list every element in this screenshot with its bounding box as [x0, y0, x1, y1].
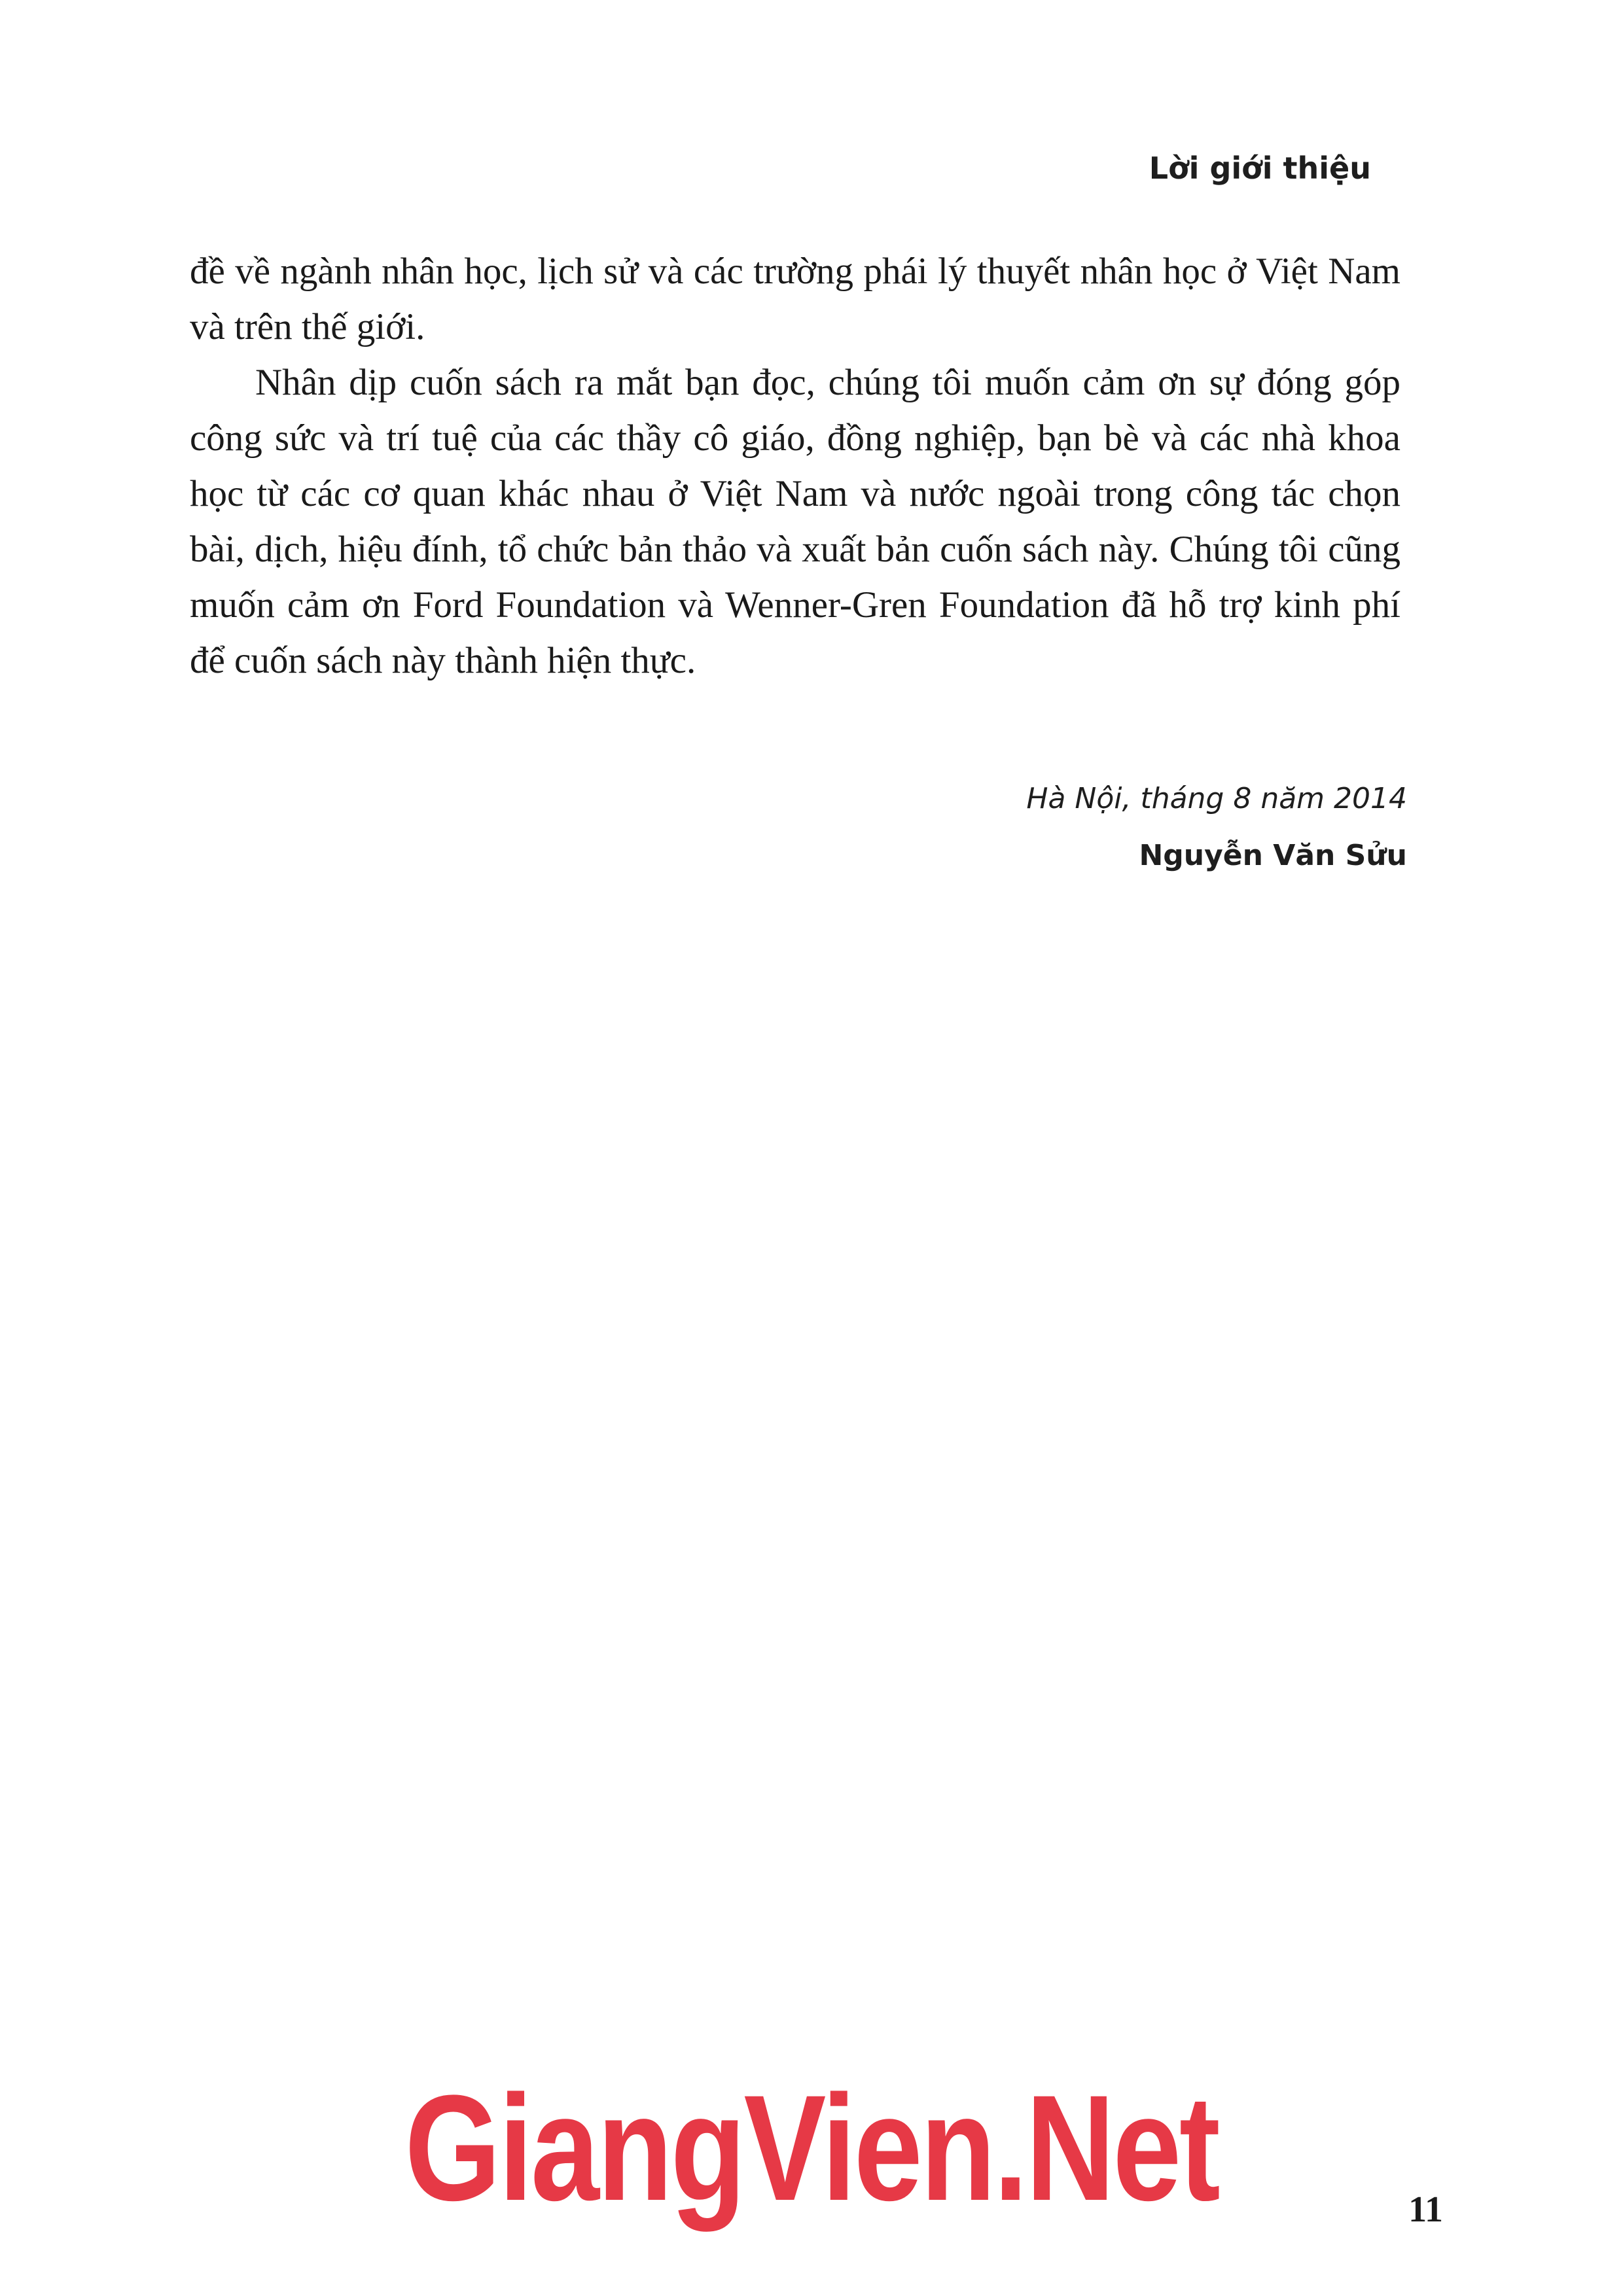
page-number: 11 — [1408, 2189, 1443, 2230]
paragraph-continuation: đề về ngành nhân học, lịch sử và các trường phái lý thuyết nhân học ở Việt Nam và trên thế giới. — [190, 251, 1400, 347]
author-name: Nguyễn Văn Sửu — [1139, 839, 1407, 872]
paragraph-acknowledgements: Nhân dịp cuốn sách ra mắt bạn đọc, chúng tôi muốn cảm ơn sự đóng góp công sức và trí tuệ của các thầy cô giáo, đồng nghiệp, bạn bè và các nhà khoa học từ các cơ quan khác nhau ở Việt Nam và nước ngoài trong công tác chọn bài, dịch, hiệu đính, tổ chức bản thảo và xuất bản cuốn sách này. Chúng tôi cũng muốn cảm ơn Ford Foundation và Wenner-Gren Foundation đã hỗ trợ kinh phí để cuốn sách này thành hiện thực. — [190, 362, 1400, 681]
body-text — [190, 243, 1400, 688]
watermark-logo: GiangVien.Net — [404, 2064, 1219, 2232]
dateline: Hà Nội, tháng 8 năm 2014 — [1026, 782, 1407, 815]
running-header: Lời giới thiệu — [1149, 150, 1371, 186]
